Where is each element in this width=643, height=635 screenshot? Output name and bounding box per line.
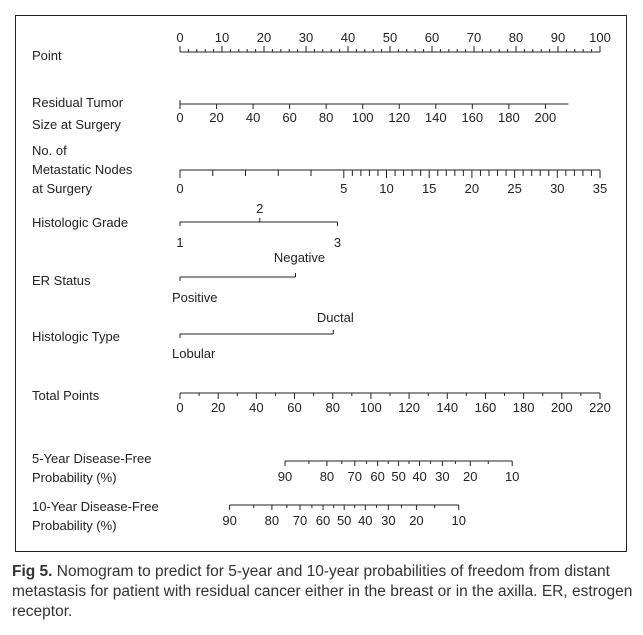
row-label-nodes-2: Metastatic Nodes <box>32 162 133 177</box>
tumor-tick-label: 80 <box>318 110 334 125</box>
point-tick-label: 60 <box>424 30 440 45</box>
point-tick-label: 40 <box>340 30 356 45</box>
dfs10-tick-label: 50 <box>336 513 352 528</box>
total-tick-label: 40 <box>249 400 264 415</box>
nodes-tick-label: 10 <box>379 181 394 196</box>
total-tick-label: 100 <box>360 400 382 415</box>
dfs10-tick-label: 80 <box>264 513 280 528</box>
tumor-tick-label: 180 <box>498 110 520 125</box>
total-tick-label: 20 <box>210 400 226 415</box>
row-label-nodes-1: No. of <box>32 143 67 158</box>
dfs5-tick-label: 80 <box>319 469 335 484</box>
dfs5-tick-label: 90 <box>277 469 293 484</box>
grade-category-label: 3 <box>333 235 342 250</box>
caption-text: Nomogram to predict for 5-year and 10-year probabilities of freedom from distant metastasis for patient with residual cancer either in the breast or in the axilla. ER, estrogen receptor. <box>12 563 633 620</box>
total-tick-label: 60 <box>287 400 302 415</box>
nodes-tick-label: 0 <box>176 181 184 196</box>
dfs10-tick-label: 70 <box>292 513 308 528</box>
figure-caption <box>12 562 637 622</box>
dfs10-tick-label: 60 <box>315 513 331 528</box>
dfs5-tick-label: 50 <box>391 469 406 484</box>
dfs10-tick-label: 30 <box>381 513 396 528</box>
total-tick-label: 80 <box>325 400 340 415</box>
dfs5-tick-label: 10 <box>504 469 520 484</box>
total-tick-label: 120 <box>398 400 420 415</box>
nodes-tick-label: 30 <box>550 181 565 196</box>
point-tick-label: 100 <box>589 30 611 45</box>
dfs5-tick-label: 60 <box>370 469 385 484</box>
point-tick-label: 10 <box>214 30 230 45</box>
er-category-label: Positive <box>172 290 218 305</box>
tumor-tick-label: 20 <box>209 110 224 125</box>
row-label-dfs5-1: 5-Year Disease-Free <box>32 451 152 466</box>
row-label-nodes-3: at Surgery <box>32 181 92 196</box>
point-tick-label: 90 <box>550 30 566 45</box>
dfs5-tick-label: 40 <box>412 469 427 484</box>
dfs10-tick-label: 20 <box>409 513 424 528</box>
total-tick-label: 160 <box>474 400 497 415</box>
total-tick-label: 180 <box>512 400 535 415</box>
point-tick-label: 0 <box>176 30 184 45</box>
dfs5-tick-label: 70 <box>347 469 363 484</box>
er-category-label: Negative <box>273 250 326 265</box>
row-label-tumor-1: Residual Tumor <box>32 95 124 110</box>
row-label-grade: Histologic Grade <box>32 215 129 230</box>
grade-category-label: 2 <box>256 201 264 216</box>
point-tick-label: 20 <box>256 30 272 45</box>
tumor-tick-label: 160 <box>461 110 484 125</box>
row-label-tumor-2: Size at Surgery <box>32 117 121 132</box>
grade-category-label: 1 <box>176 235 184 250</box>
nodes-tick-label: 5 <box>340 181 348 196</box>
tumor-tick-label: 40 <box>245 110 261 125</box>
nodes-tick-label: 25 <box>507 181 522 196</box>
nodes-tick-label: 35 <box>592 181 608 196</box>
dfs10-tick-label: 90 <box>222 513 237 528</box>
nodes-tick-label: 15 <box>421 181 437 196</box>
dfs10-tick-label: 10 <box>451 513 466 528</box>
row-label-total: Total Points <box>32 388 100 403</box>
dfs5-tick-label: 20 <box>463 469 478 484</box>
tumor-tick-label: 200 <box>534 110 557 125</box>
tumor-tick-label: 60 <box>282 110 297 125</box>
row-label-dfs10-2: Probability (%) <box>32 518 117 533</box>
total-tick-label: 200 <box>550 400 573 415</box>
point-tick-label: 70 <box>466 30 482 45</box>
tumor-tick-label: 140 <box>424 110 447 125</box>
row-label-dfs5-2: Probability (%) <box>32 470 117 485</box>
total-tick-label: 0 <box>176 400 184 415</box>
caption-tag: Fig 5. <box>12 563 53 580</box>
figure-frame <box>15 15 627 552</box>
dfs5-tick-label: 30 <box>435 469 450 484</box>
point-tick-label: 50 <box>382 30 398 45</box>
row-label-er: ER Status <box>32 273 91 288</box>
point-tick-label: 30 <box>298 30 314 45</box>
tumor-tick-label: 100 <box>351 110 374 125</box>
total-tick-label: 220 <box>589 400 611 415</box>
type-category-label: Ductal <box>316 310 354 325</box>
row-label-point: Point <box>32 48 62 63</box>
type-category-label: Lobular <box>172 346 216 361</box>
row-label-dfs10-1: 10-Year Disease-Free <box>32 499 159 514</box>
point-tick-label: 80 <box>508 30 524 45</box>
total-tick-label: 140 <box>436 400 459 415</box>
tumor-tick-label: 120 <box>388 110 411 125</box>
tumor-tick-label: 0 <box>176 110 184 125</box>
dfs10-tick-label: 40 <box>358 513 373 528</box>
nodes-tick-label: 20 <box>464 181 480 196</box>
row-label-type: Histologic Type <box>32 329 120 344</box>
nomogram-chart <box>16 16 626 551</box>
